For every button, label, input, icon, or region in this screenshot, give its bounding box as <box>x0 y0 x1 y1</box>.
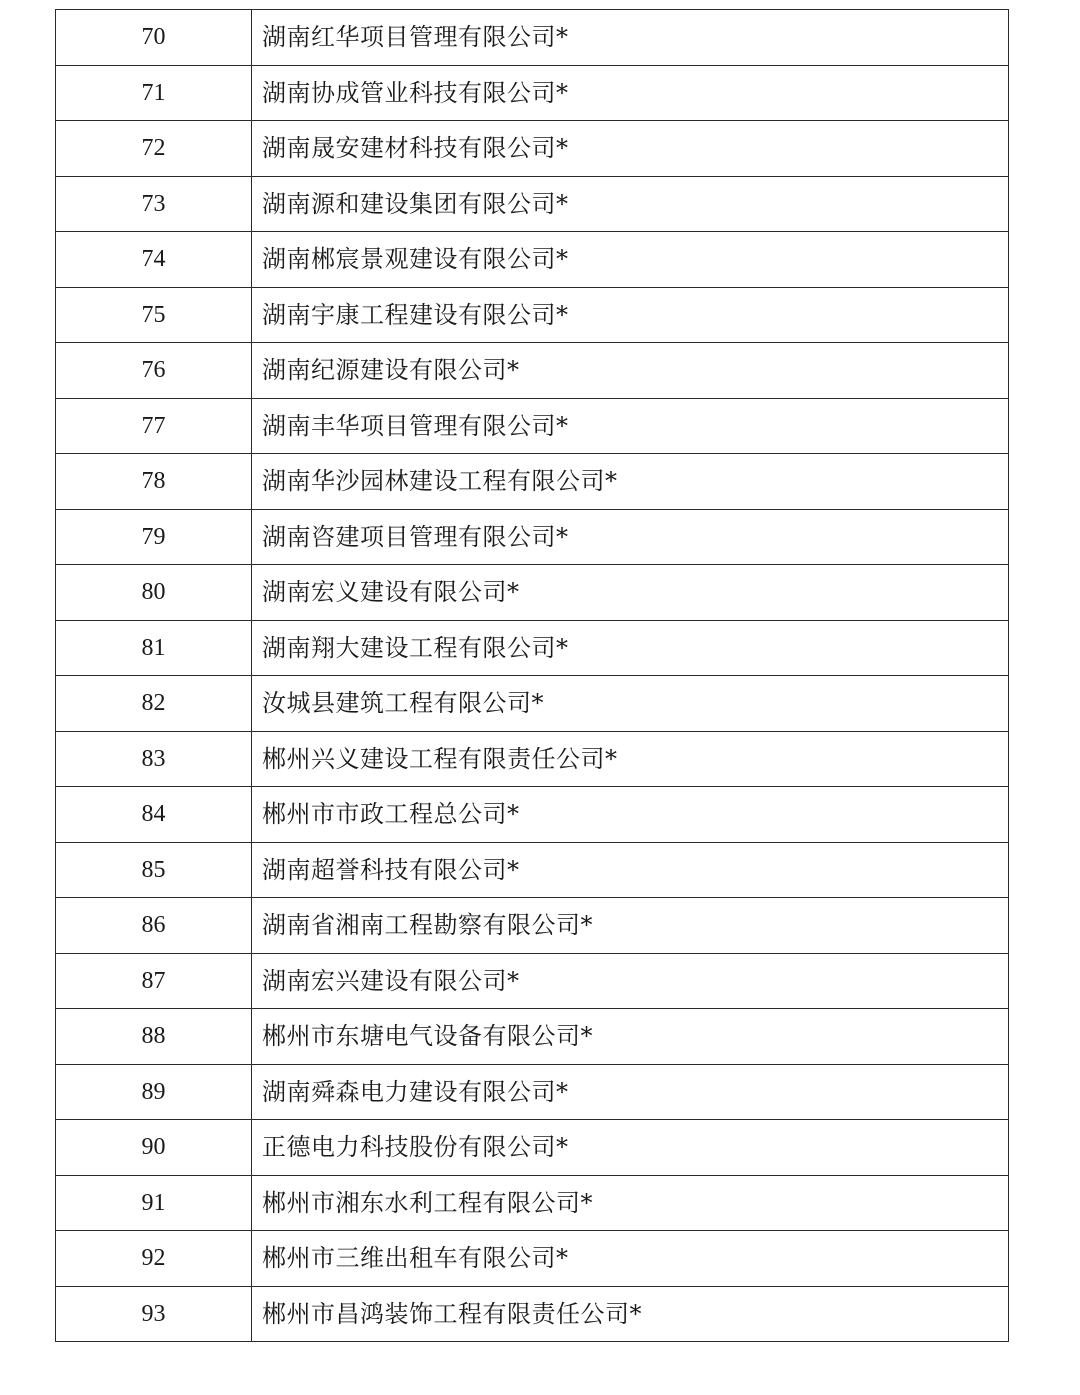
table-row <box>56 676 1009 732</box>
table-row <box>56 787 1009 843</box>
table-row <box>56 953 1009 1009</box>
row-number-cell: 72 <box>56 121 252 177</box>
table-row <box>56 287 1009 343</box>
table-row <box>56 454 1009 510</box>
table-row <box>56 1120 1009 1176</box>
row-number-cell: 74 <box>56 232 252 288</box>
row-number-cell: 88 <box>56 1009 252 1065</box>
table-row <box>56 176 1009 232</box>
table-row <box>56 10 1009 66</box>
company-list-table <box>55 9 1009 1342</box>
table-row <box>56 65 1009 121</box>
row-number-cell: 93 <box>56 1286 252 1342</box>
company-name-cell: 郴州市市政工程总公司* <box>252 787 1009 843</box>
company-name-cell: 湖南宇康工程建设有限公司* <box>252 287 1009 343</box>
company-name-cell: 湖南源和建设集团有限公司* <box>252 176 1009 232</box>
row-number-cell: 81 <box>56 620 252 676</box>
row-number-cell: 83 <box>56 731 252 787</box>
row-number-cell: 87 <box>56 953 252 1009</box>
row-number-cell: 77 <box>56 398 252 454</box>
table-row <box>56 898 1009 954</box>
company-name-cell: 郴州市三维出租车有限公司* <box>252 1231 1009 1287</box>
company-name-cell: 湖南纪源建设有限公司* <box>252 343 1009 399</box>
table-row <box>56 731 1009 787</box>
company-list-body <box>56 10 1009 1342</box>
company-name-cell: 湖南宏义建设有限公司* <box>252 565 1009 621</box>
table-row <box>56 509 1009 565</box>
table-row <box>56 1231 1009 1287</box>
table-row <box>56 398 1009 454</box>
company-name-cell: 郴州市东塘电气设备有限公司* <box>252 1009 1009 1065</box>
company-name-cell: 郴州兴义建设工程有限责任公司* <box>252 731 1009 787</box>
row-number-cell: 89 <box>56 1064 252 1120</box>
company-name-cell: 正德电力科技股份有限公司* <box>252 1120 1009 1176</box>
table-row <box>56 343 1009 399</box>
row-number-cell: 75 <box>56 287 252 343</box>
company-name-cell: 湖南翔大建设工程有限公司* <box>252 620 1009 676</box>
table-row <box>56 1286 1009 1342</box>
company-name-cell: 郴州市昌鸿装饰工程有限责任公司* <box>252 1286 1009 1342</box>
row-number-cell: 85 <box>56 842 252 898</box>
row-number-cell: 76 <box>56 343 252 399</box>
company-name-cell: 汝城县建筑工程有限公司* <box>252 676 1009 732</box>
row-number-cell: 73 <box>56 176 252 232</box>
company-name-cell: 郴州市湘东水利工程有限公司* <box>252 1175 1009 1231</box>
company-name-cell: 湖南华沙园林建设工程有限公司* <box>252 454 1009 510</box>
row-number-cell: 86 <box>56 898 252 954</box>
table-row <box>56 1009 1009 1065</box>
table-row <box>56 121 1009 177</box>
row-number-cell: 90 <box>56 1120 252 1176</box>
company-name-cell: 湖南红华项目管理有限公司* <box>252 10 1009 66</box>
company-name-cell: 湖南超誉科技有限公司* <box>252 842 1009 898</box>
row-number-cell: 92 <box>56 1231 252 1287</box>
table-row <box>56 620 1009 676</box>
row-number-cell: 91 <box>56 1175 252 1231</box>
row-number-cell: 71 <box>56 65 252 121</box>
company-name-cell: 湖南协成管业科技有限公司* <box>252 65 1009 121</box>
row-number-cell: 79 <box>56 509 252 565</box>
row-number-cell: 70 <box>56 10 252 66</box>
table-row <box>56 842 1009 898</box>
company-name-cell: 湖南咨建项目管理有限公司* <box>252 509 1009 565</box>
company-name-cell: 湖南晟安建材科技有限公司* <box>252 121 1009 177</box>
company-name-cell: 湖南舜森电力建设有限公司* <box>252 1064 1009 1120</box>
row-number-cell: 80 <box>56 565 252 621</box>
company-name-cell: 湖南宏兴建设有限公司* <box>252 953 1009 1009</box>
table-row <box>56 232 1009 288</box>
table-row <box>56 1064 1009 1120</box>
row-number-cell: 82 <box>56 676 252 732</box>
company-name-cell: 湖南省湘南工程勘察有限公司* <box>252 898 1009 954</box>
table-row <box>56 565 1009 621</box>
row-number-cell: 78 <box>56 454 252 510</box>
company-name-cell: 湖南丰华项目管理有限公司* <box>252 398 1009 454</box>
row-number-cell: 84 <box>56 787 252 843</box>
company-name-cell: 湖南郴宸景观建设有限公司* <box>252 232 1009 288</box>
table-row <box>56 1175 1009 1231</box>
